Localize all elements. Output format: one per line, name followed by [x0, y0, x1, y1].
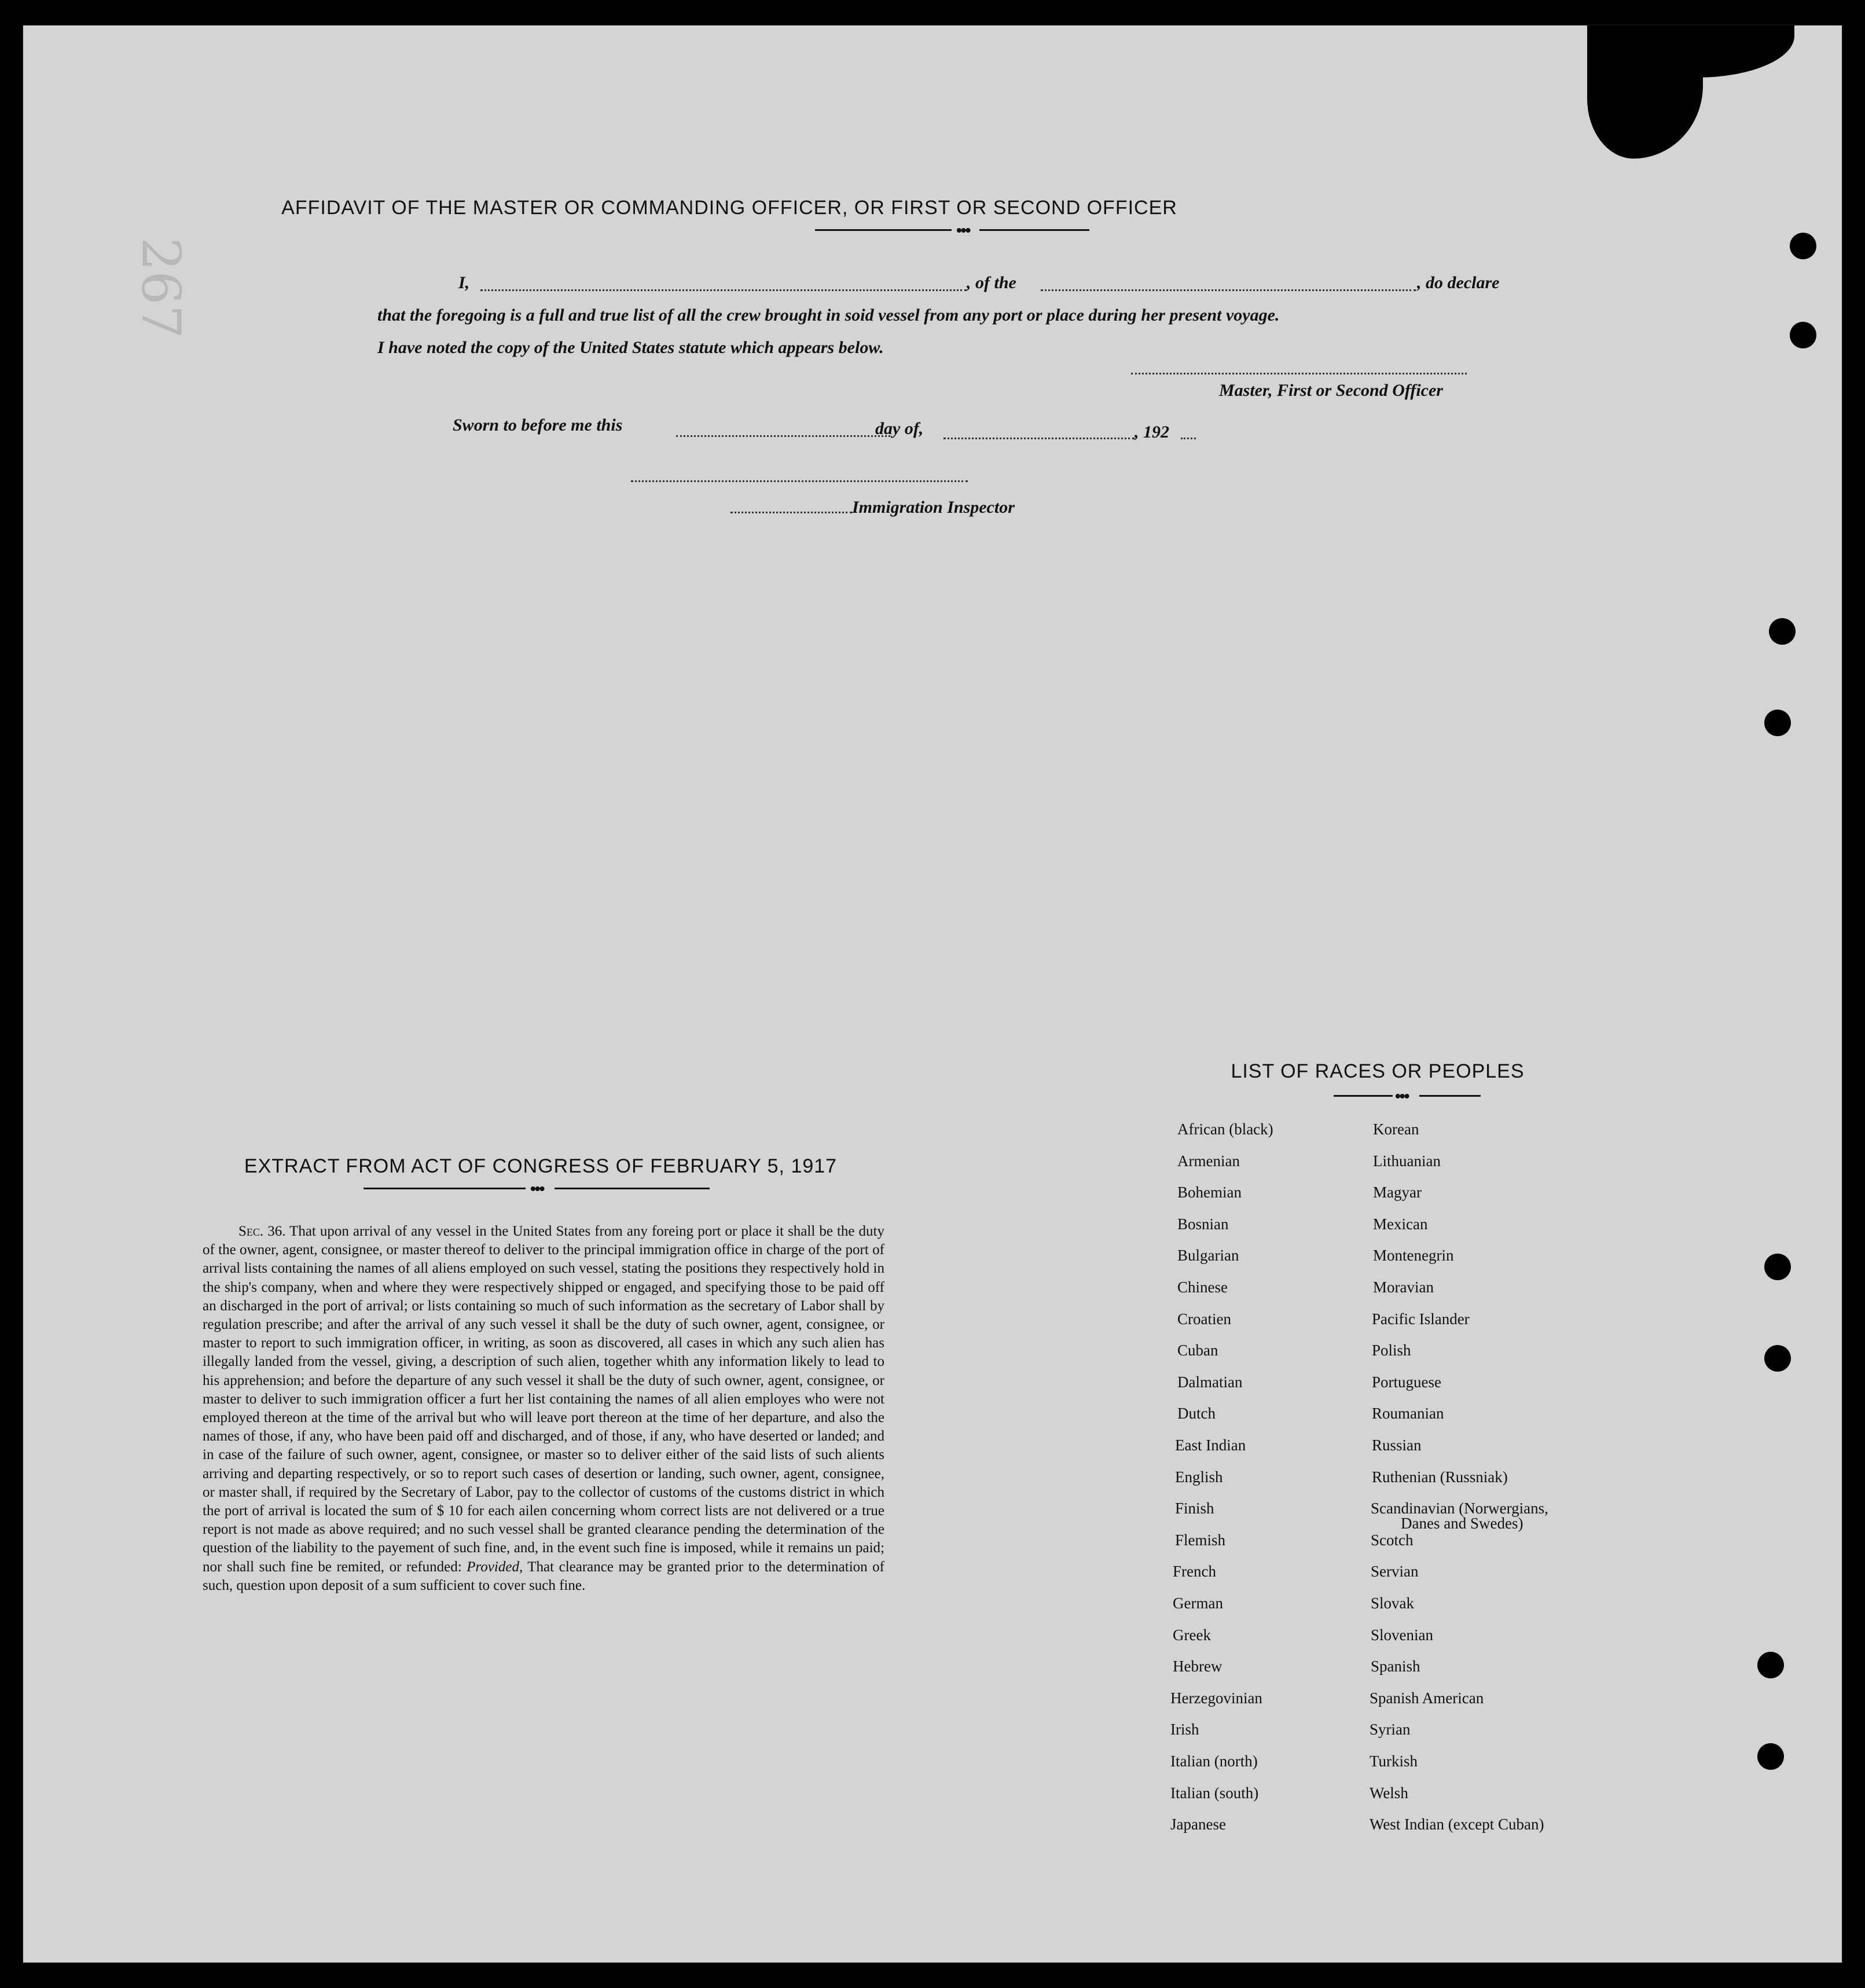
sworn-year-label: , 192 [1135, 422, 1169, 442]
race-item: Roumanian [1372, 1405, 1444, 1423]
extract-text-2: That clearance may be granted prior to the determination of such, question upon deposit of a sum sufficient to cover such fine. [203, 1559, 884, 1593]
race-item: Servian [1371, 1563, 1419, 1581]
sworn-day-label: day of, [875, 419, 924, 438]
race-item: Croatien [1177, 1310, 1231, 1328]
title-rule-left [815, 229, 952, 231]
race-item: English [1175, 1468, 1223, 1486]
race-item: East Indian [1175, 1436, 1246, 1454]
races-rule-left [1334, 1095, 1393, 1097]
race-item: Italian (north) [1170, 1752, 1258, 1770]
binder-hole [1757, 1652, 1784, 1678]
affiant-prefix: I, [458, 273, 470, 292]
race-item: Bohemian [1177, 1184, 1242, 1201]
race-item: Dalmatian [1177, 1373, 1243, 1391]
sworn-year-field[interactable] [1181, 438, 1196, 439]
extract-ornament: ••• [530, 1179, 544, 1197]
binder-hole [1764, 1254, 1791, 1280]
master-signature-field[interactable] [1131, 373, 1467, 374]
race-item: Japanese [1170, 1816, 1226, 1833]
binder-hole [1764, 1345, 1791, 1372]
affiant-name-field[interactable] [480, 289, 967, 291]
extract-text-1: That upon arrival of any vessel in the United States from any foreing port or place it shall be the duty of the owner, agent, consignee, or master thereof to deliver to the principal immigration office in charge of the port of arrival lists containing the names of all aliens employed on such vessel, stating the positions they respectively hold in the ship's company, when and where they were respectively shipped or engaged, and specifying those to be paid off an discharged in the port of arrival; or lists containing so much of such information as the secretary of Labor shall by regulation prescribe; and after the arrival of any such vessel it shall be the duty of such owner, agent, consignee, or master to report to such immigration officer, in writing, as soon as discovered, all cases in which any such alien has illegally landed from the vessel, giving, a description of such alien, together whith any information likely to lead to his apprehension; and before the departure of any such vessel it shall be the duty of such owner, agent, consignee, or master to deliver to such immigration officer a furt her list containing the names of all alien employes who were not employed thereon at the time of the arrival but who will leave port thereon at the time of her departure, and also the names of those, if any, who have been paid off and discharged, and of those, if any, who have deserted or landed; and in case of the failure of such owner, agent, consignee, or master so to deliver either of the said lists of such alients arriving and departing respectively, or so to report such cases of desertion or landing, such owner, agent, consignee, or master shall, if required by the Secretary of Labor, pay to the collector of customs of the customs district in which the port of arrival is located the sum of $ 10 for each ailen concerning whom correct lists are not delivered or a true report is not made as above required; and no such vessel shall be granted clearance pending the determination of the question of the liability to the payement of such fine, and, in the event such fine is imposed, while it remains un paid; nor shall such fine be remited, or refunded: [203, 1223, 884, 1575]
binder-hole [1790, 322, 1816, 348]
inspector-signature-field[interactable] [631, 480, 968, 482]
race-item: German [1173, 1594, 1223, 1612]
race-item: Cuban [1177, 1342, 1218, 1359]
race-item: Spanish American [1370, 1689, 1484, 1707]
race-item: French [1173, 1563, 1216, 1581]
sworn-day-field[interactable] [676, 435, 890, 437]
race-item: Hebrew [1173, 1658, 1222, 1675]
race-item: Mexican [1373, 1215, 1428, 1233]
race-item: Italian (south) [1170, 1784, 1259, 1802]
affidavit-title: AFFIDAVIT OF THE MASTER OR COMMANDING OFFICER, OR FIRST OR SECOND OFFICER [281, 197, 1177, 219]
races-ornament: ••• [1395, 1087, 1409, 1105]
race-item: Lithuanian [1373, 1152, 1441, 1170]
do-declare-label: , do declare [1417, 273, 1500, 292]
race-item: Slovak [1371, 1594, 1415, 1612]
race-item: Pacific Islander [1372, 1310, 1470, 1328]
provided-word: Provided, [467, 1559, 523, 1575]
race-item: Slovenian [1371, 1626, 1433, 1644]
binder-hole [1790, 233, 1816, 259]
race-item: Korean [1373, 1120, 1419, 1138]
race-item: Bulgarian [1177, 1247, 1239, 1265]
race-item: Irish [1170, 1721, 1199, 1739]
binder-hole [1757, 1743, 1784, 1770]
sworn-prefix: Sworn to before me this [453, 416, 623, 435]
race-item: Armenian [1177, 1152, 1240, 1170]
race-item: Herzegovinian [1170, 1689, 1262, 1707]
race-item: Greek [1173, 1626, 1211, 1644]
sworn-month-field[interactable] [943, 438, 1135, 439]
master-signature-label: Master, First or Second Officer [1219, 381, 1443, 400]
extract-rule-left [364, 1188, 526, 1189]
race-item: African (black) [1177, 1120, 1273, 1138]
torn-corner-edge [1655, 25, 1794, 78]
race-item: Scandinavian (Norwergians, [1371, 1500, 1548, 1517]
of-the-label: , of the [967, 273, 1016, 292]
race-item: Russian [1372, 1436, 1422, 1454]
races-title: LIST OF RACES OR PEOPLES [1231, 1060, 1525, 1082]
race-item: Scotch [1371, 1531, 1414, 1549]
race-item: Flemish [1175, 1531, 1226, 1549]
race-item: Montenegrin [1373, 1247, 1454, 1265]
affidavit-line-3: I have noted the copy of the United States statute which appears below. [377, 338, 884, 357]
races-rule-right [1419, 1095, 1481, 1097]
race-item: Welsh [1370, 1784, 1408, 1802]
race-item: Bosnian [1177, 1215, 1229, 1233]
margin-number: 267 [130, 237, 192, 339]
race-item: Polish [1372, 1342, 1411, 1359]
extract-body [203, 1222, 884, 1595]
binder-hole [1764, 710, 1791, 736]
affidavit-line-2: that the foregoing is a full and true list of all the crew brought in soid vessel from any port or place during her present voyage. [377, 306, 1280, 325]
binder-hole [1769, 618, 1796, 645]
race-item: Portuguese [1372, 1373, 1441, 1391]
extract-title: EXTRACT FROM ACT OF CONGRESS OF FEBRUARY 5, 1917 [244, 1155, 838, 1177]
section-label: Sec. 36. [238, 1223, 286, 1239]
title-rule-right [979, 229, 1089, 231]
race-item: Dutch [1177, 1405, 1216, 1423]
race-item: Magyar [1373, 1184, 1422, 1201]
title-ornament: ••• [956, 221, 970, 239]
race-item: Ruthenian (Russniak) [1372, 1468, 1508, 1486]
race-item: West Indian (except Cuban) [1370, 1816, 1544, 1833]
race-item: Danes and Swedes) [1401, 1515, 1523, 1533]
race-item: Chinese [1177, 1278, 1228, 1296]
inspector-prefix-field[interactable] [730, 512, 852, 513]
race-item: Spanish [1371, 1658, 1420, 1675]
race-item: Turkish [1370, 1752, 1418, 1770]
race-item: Moravian [1373, 1278, 1434, 1296]
extract-rule-right [555, 1188, 710, 1189]
document-page [22, 24, 1843, 1964]
inspector-label: Immigration Inspector [852, 498, 1015, 517]
race-item: Syrian [1370, 1721, 1411, 1739]
vessel-name-field[interactable] [1041, 289, 1416, 291]
race-item: Finish [1175, 1500, 1214, 1517]
